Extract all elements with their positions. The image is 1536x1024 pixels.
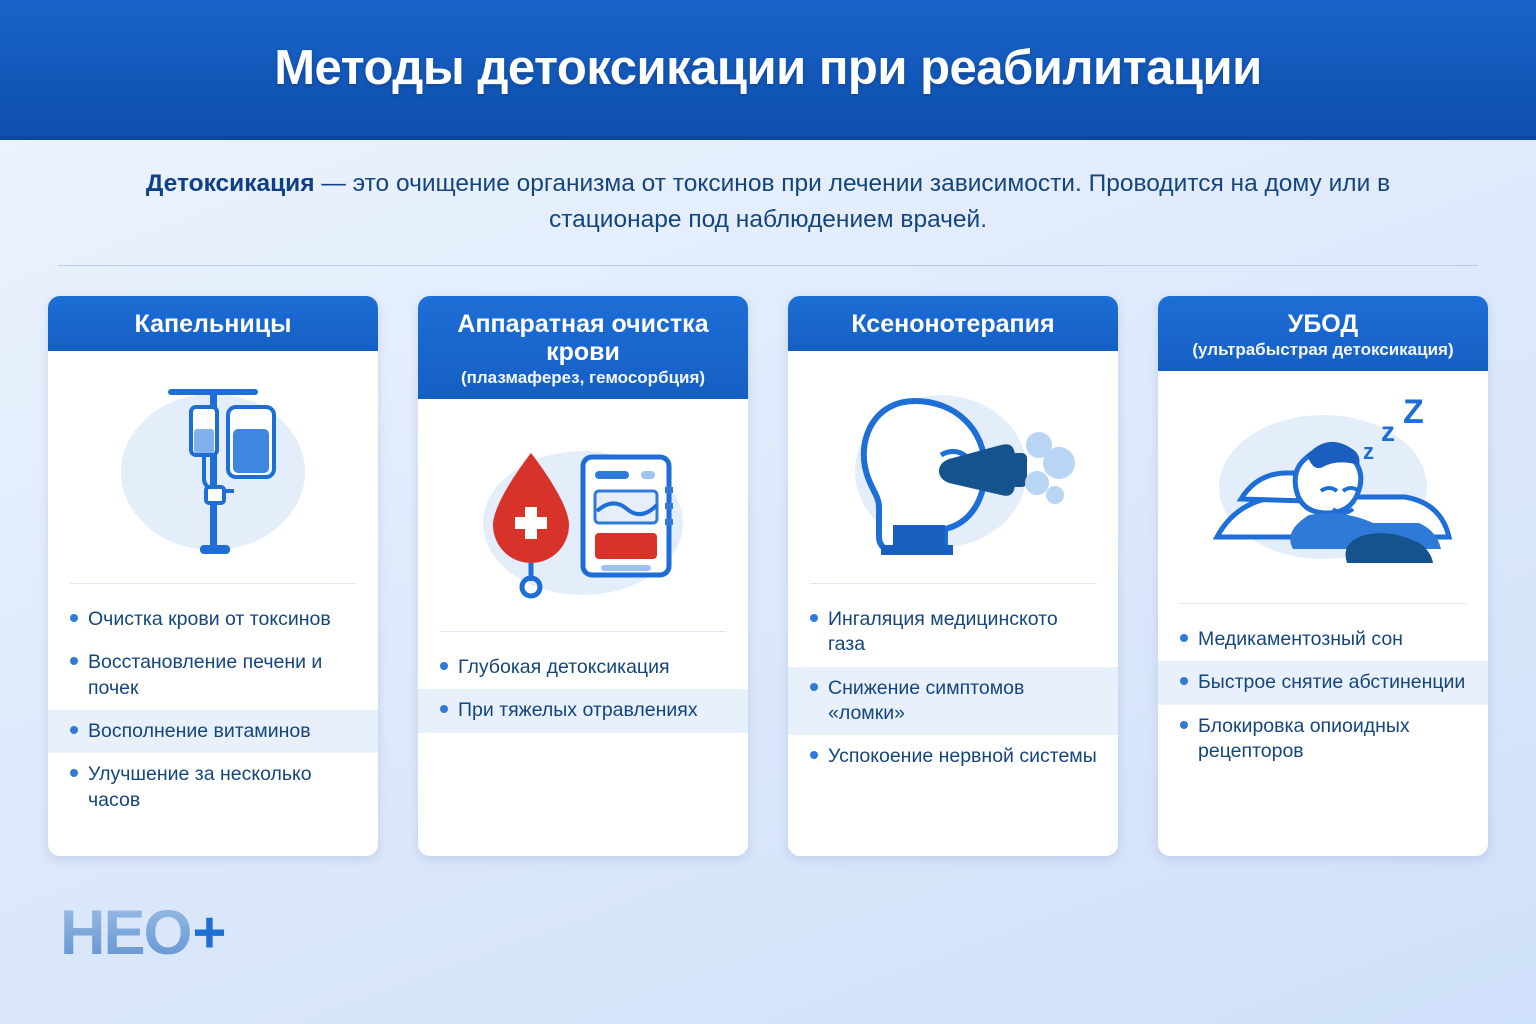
list-item: При тяжелых отравлениях — [418, 689, 748, 732]
intro-paragraph — [143, 166, 1393, 237]
list-item: Успокоение нервной системы — [788, 735, 1118, 778]
svg-text:z: z — [1363, 439, 1374, 465]
card-benefit-list — [418, 632, 748, 856]
intro-lead: Детоксикация — [145, 170, 315, 197]
card-benefit-list — [1158, 604, 1488, 856]
svg-text:z: z — [1381, 416, 1395, 448]
method-cards — [48, 296, 1488, 856]
list-item: Блокировка опиоидных рецепторов — [1158, 705, 1488, 774]
logo-plus-icon: + — [192, 900, 227, 965]
section-divider — [58, 265, 1478, 266]
card-title: Капельницы — [134, 310, 292, 339]
card-title: УБОД — [1287, 310, 1359, 339]
page-header — [0, 0, 1536, 140]
list-item: Снижение симптомов «ломки» — [788, 667, 1118, 736]
method-card-ubod[interactable] — [1158, 296, 1488, 856]
intro-rest: — это очищение организма от токсинов при лечении зависимости. Проводится на дому или в стационаре под наблюдением врачей. — [314, 170, 1391, 233]
logo-wordmark: HEO — [60, 898, 191, 968]
method-card-drips[interactable] — [48, 296, 378, 856]
sedated-sleep-icon — [1158, 371, 1488, 603]
list-item: Восстановление печени и почек — [48, 641, 378, 710]
card-benefit-list — [788, 584, 1118, 856]
brand-logo — [60, 897, 226, 969]
iv-drip-icon — [48, 351, 378, 583]
list-item: Глубокая детоксикация — [418, 646, 748, 689]
list-item: Ингаляция медицинското газа — [788, 598, 1118, 667]
card-header — [788, 296, 1118, 351]
list-item: Быстрое снятие абстиненции — [1158, 661, 1488, 704]
method-card-hardware-blood-cleaning[interactable] — [418, 296, 748, 856]
list-item: Медикаментозный сон — [1158, 618, 1488, 661]
card-title: Аппаратная очистка крови — [457, 310, 709, 367]
card-header — [418, 296, 748, 399]
list-item: Восполнение витаминов — [48, 710, 378, 753]
card-subtitle: (плазмаферез, гемосорбция) — [460, 368, 706, 388]
blood-purification-icon — [418, 399, 748, 631]
card-subtitle: (ультрабыстрая детоксикация) — [1192, 340, 1454, 360]
svg-text:Z: Z — [1403, 393, 1424, 432]
list-item: Улучшение за несколько часов — [48, 753, 378, 822]
inhalation-mask-icon — [788, 351, 1118, 583]
card-benefit-list — [48, 584, 378, 856]
card-header — [48, 296, 378, 351]
method-card-xenon-therapy[interactable] — [788, 296, 1118, 856]
page-title: Методы детоксикации при реабилитации — [274, 41, 1262, 95]
card-header — [1158, 296, 1488, 371]
list-item: Очистка крови от токсинов — [48, 598, 378, 641]
card-title: Ксенонотерапия — [851, 310, 1055, 339]
